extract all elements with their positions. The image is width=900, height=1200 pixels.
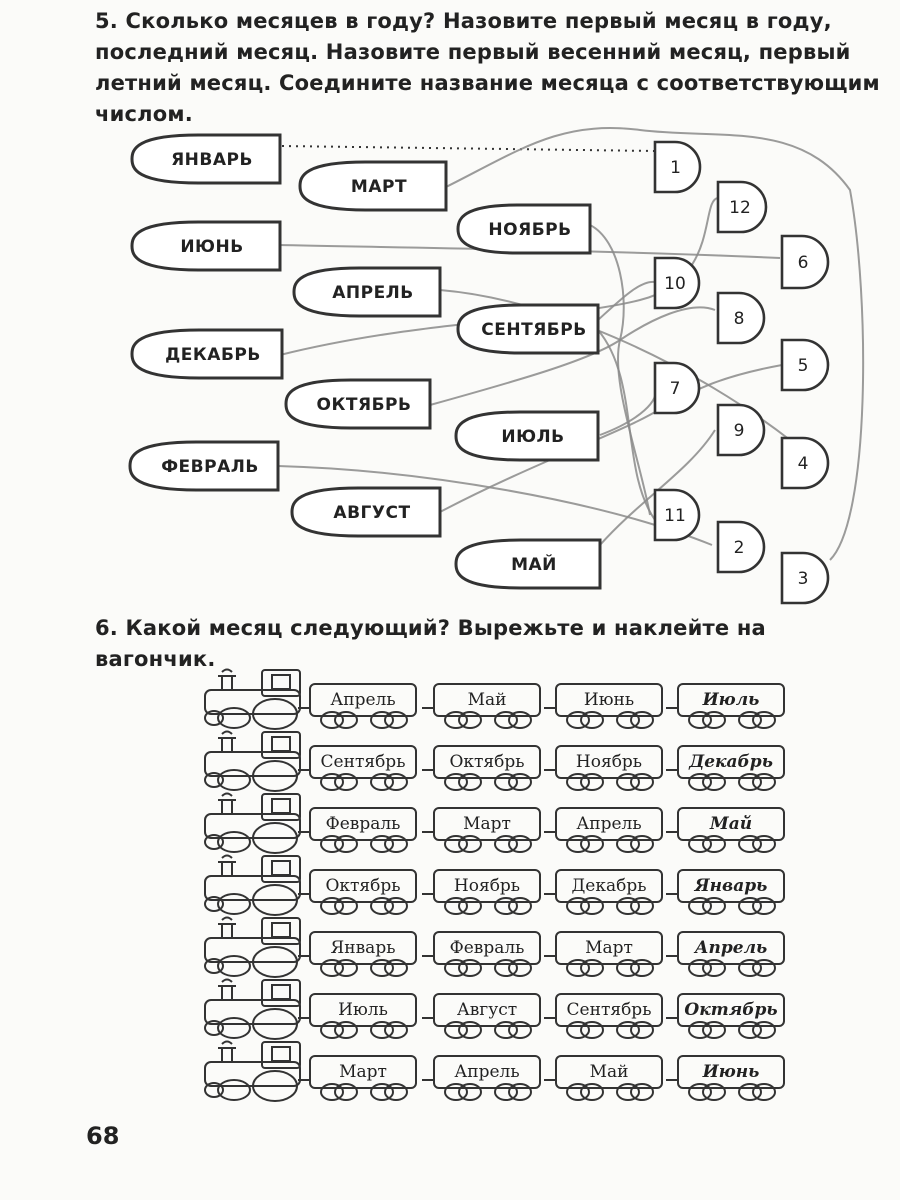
wheel-icon xyxy=(509,774,531,790)
number-label: 4 xyxy=(797,454,809,474)
locomotive-icon xyxy=(205,980,300,1040)
car-label: Январь xyxy=(330,938,396,958)
wheel-icon xyxy=(335,898,357,914)
train-car xyxy=(422,870,540,914)
wheel-icon xyxy=(631,898,653,914)
wheel-icon xyxy=(753,1084,775,1100)
wheel-icon xyxy=(459,898,481,914)
locomotive-icon xyxy=(205,1042,300,1102)
number-label: 11 xyxy=(664,506,686,526)
answer-label: Октябрь xyxy=(684,1000,778,1020)
wheel-icon xyxy=(581,712,603,728)
car-label: Ноябрь xyxy=(575,752,643,772)
task-6-instructions: Какой месяц следующий? Вырежьте и наклейте на вагончик. xyxy=(95,616,766,671)
wheel-icon xyxy=(753,774,775,790)
number-label: 9 xyxy=(733,421,745,441)
car-label: Март xyxy=(339,1062,387,1082)
car-label: Апрель xyxy=(576,814,642,834)
answer-label: Июль xyxy=(702,690,760,710)
wheel-icon xyxy=(703,898,725,914)
train-car xyxy=(422,932,540,976)
wheel-icon xyxy=(459,1022,481,1038)
train-car xyxy=(422,808,540,852)
train-car xyxy=(422,746,540,790)
car-label: Апрель xyxy=(454,1062,520,1082)
wheel-icon xyxy=(459,712,481,728)
wheel-icon xyxy=(581,960,603,976)
number-label: 8 xyxy=(733,309,745,329)
wheel-icon xyxy=(335,1084,357,1100)
wheel-icon xyxy=(385,712,407,728)
number-label: 6 xyxy=(797,253,809,273)
train-row xyxy=(205,1042,784,1102)
answer-label: Июнь xyxy=(702,1062,760,1082)
wheel-icon xyxy=(631,960,653,976)
wheel-icon xyxy=(509,1022,531,1038)
answer-label: Апрель xyxy=(694,938,768,958)
train-car xyxy=(544,746,662,790)
wheel-icon xyxy=(335,1022,357,1038)
month-label: ИЮЛЬ xyxy=(501,427,565,447)
task-5-number: 5. xyxy=(95,9,118,33)
car-label: Ноябрь xyxy=(453,876,521,896)
car-label: Февраль xyxy=(449,938,525,958)
month-label: МАЙ xyxy=(511,555,557,575)
number-label: 2 xyxy=(733,538,745,558)
car-label: Июнь xyxy=(583,690,635,710)
car-label: Апрель xyxy=(330,690,396,710)
wheel-icon xyxy=(459,836,481,852)
train-car xyxy=(298,994,416,1038)
number-label: 7 xyxy=(669,379,681,399)
wheel-icon xyxy=(509,960,531,976)
train-car xyxy=(544,808,662,852)
train-row xyxy=(205,918,784,978)
wheel-icon xyxy=(753,836,775,852)
car-label: Декабрь xyxy=(571,876,647,896)
answer-car[interactable] xyxy=(666,684,784,728)
number-label: 1 xyxy=(670,158,681,178)
car-label: Июль xyxy=(338,1000,388,1020)
wheel-icon xyxy=(581,774,603,790)
wheel-icon xyxy=(631,1022,653,1038)
train-car xyxy=(544,1056,662,1100)
wheel-icon xyxy=(631,774,653,790)
task-5-instructions: Сколько месяцев в году? Назовите первый месяц в году, последний месяц. Назовите первый весенний месяц, первый летний месяц. Соедините название месяца с соответствующим числом. xyxy=(95,9,880,126)
wheel-icon xyxy=(703,836,725,852)
wheel-icon xyxy=(581,898,603,914)
wheel-icon xyxy=(385,774,407,790)
train-car xyxy=(422,1056,540,1100)
answer-car[interactable] xyxy=(666,1056,784,1100)
month-label: ФЕВРАЛЬ xyxy=(161,457,259,477)
answer-car[interactable] xyxy=(666,746,784,790)
wheel-icon xyxy=(703,774,725,790)
wheel-icon xyxy=(459,1084,481,1100)
train-car xyxy=(298,1056,416,1100)
train-row xyxy=(205,856,784,916)
month-label: АВГУСТ xyxy=(333,503,411,523)
car-label: Сентябрь xyxy=(566,1000,652,1020)
locomotive-icon xyxy=(205,856,300,916)
wheel-icon xyxy=(581,1022,603,1038)
wheel-icon xyxy=(631,1084,653,1100)
month-label: ЯНВАРЬ xyxy=(171,150,253,170)
wheel-icon xyxy=(631,712,653,728)
wheel-icon xyxy=(459,774,481,790)
car-label: Октябрь xyxy=(449,752,525,772)
train-car xyxy=(544,870,662,914)
wheel-icon xyxy=(581,1084,603,1100)
wheel-icon xyxy=(335,712,357,728)
car-label: Сентябрь xyxy=(320,752,406,772)
locomotive-icon xyxy=(205,670,300,730)
month-label: СЕНТЯБРЬ xyxy=(481,320,587,340)
answer-car[interactable] xyxy=(666,870,784,914)
answer-label: Май xyxy=(709,814,753,834)
number-label: 10 xyxy=(664,274,686,294)
wheel-icon xyxy=(753,712,775,728)
car-label: Май xyxy=(589,1062,629,1082)
wheel-icon xyxy=(385,960,407,976)
answer-label: Январь xyxy=(694,876,768,896)
car-label: Октябрь xyxy=(325,876,401,896)
number-label: 3 xyxy=(797,569,809,589)
wheel-icon xyxy=(581,836,603,852)
train-row xyxy=(205,670,784,730)
train-car xyxy=(544,684,662,728)
locomotive-icon xyxy=(205,794,300,854)
wheel-icon xyxy=(509,898,531,914)
month-label: АПРЕЛЬ xyxy=(332,283,414,303)
answer-label: Декабрь xyxy=(689,752,773,772)
task-6-number: 6. xyxy=(95,616,118,640)
train-row xyxy=(205,732,784,792)
wheel-icon xyxy=(385,1084,407,1100)
wheel-icon xyxy=(703,960,725,976)
car-label: Август xyxy=(456,1000,518,1020)
train-car xyxy=(422,684,540,728)
car-label: Февраль xyxy=(325,814,401,834)
car-label: Март xyxy=(463,814,511,834)
wheel-icon xyxy=(385,1022,407,1038)
locomotive-icon xyxy=(205,732,300,792)
wheel-icon xyxy=(703,1022,725,1038)
train-car xyxy=(544,994,662,1038)
month-label: МАРТ xyxy=(350,177,408,197)
train-car xyxy=(298,870,416,914)
train-car xyxy=(544,932,662,976)
wheel-icon xyxy=(753,1022,775,1038)
wheel-icon xyxy=(335,836,357,852)
wheel-icon xyxy=(509,1084,531,1100)
train-row xyxy=(205,794,784,854)
train-row xyxy=(205,980,784,1040)
locomotive-icon xyxy=(205,918,300,978)
number-label: 5 xyxy=(797,356,809,376)
wheel-icon xyxy=(459,960,481,976)
month-label: ДЕКАБРЬ xyxy=(165,345,261,365)
month-label: ОКТЯБРЬ xyxy=(316,395,412,415)
train-car xyxy=(298,932,416,976)
answer-car[interactable] xyxy=(666,808,784,852)
wheel-icon xyxy=(385,836,407,852)
wheel-icon xyxy=(703,1084,725,1100)
answer-car[interactable] xyxy=(666,932,784,976)
wheel-icon xyxy=(753,960,775,976)
train-car xyxy=(298,746,416,790)
wheel-icon xyxy=(631,836,653,852)
wheel-icon xyxy=(335,960,357,976)
month-label: НОЯБРЬ xyxy=(488,220,572,240)
wheel-icon xyxy=(335,774,357,790)
wheel-icon xyxy=(509,836,531,852)
wheel-icon xyxy=(509,712,531,728)
wheel-icon xyxy=(753,898,775,914)
wheel-icon xyxy=(703,712,725,728)
page-number: 68 xyxy=(86,1122,120,1150)
car-label: Март xyxy=(585,938,633,958)
train-car xyxy=(298,684,416,728)
car-label: Май xyxy=(467,690,507,710)
month-label: ИЮНЬ xyxy=(180,237,244,257)
train-car xyxy=(298,808,416,852)
wheel-icon xyxy=(385,898,407,914)
answer-car[interactable] xyxy=(666,994,784,1038)
train-car xyxy=(422,994,540,1038)
number-label: 12 xyxy=(729,198,751,218)
